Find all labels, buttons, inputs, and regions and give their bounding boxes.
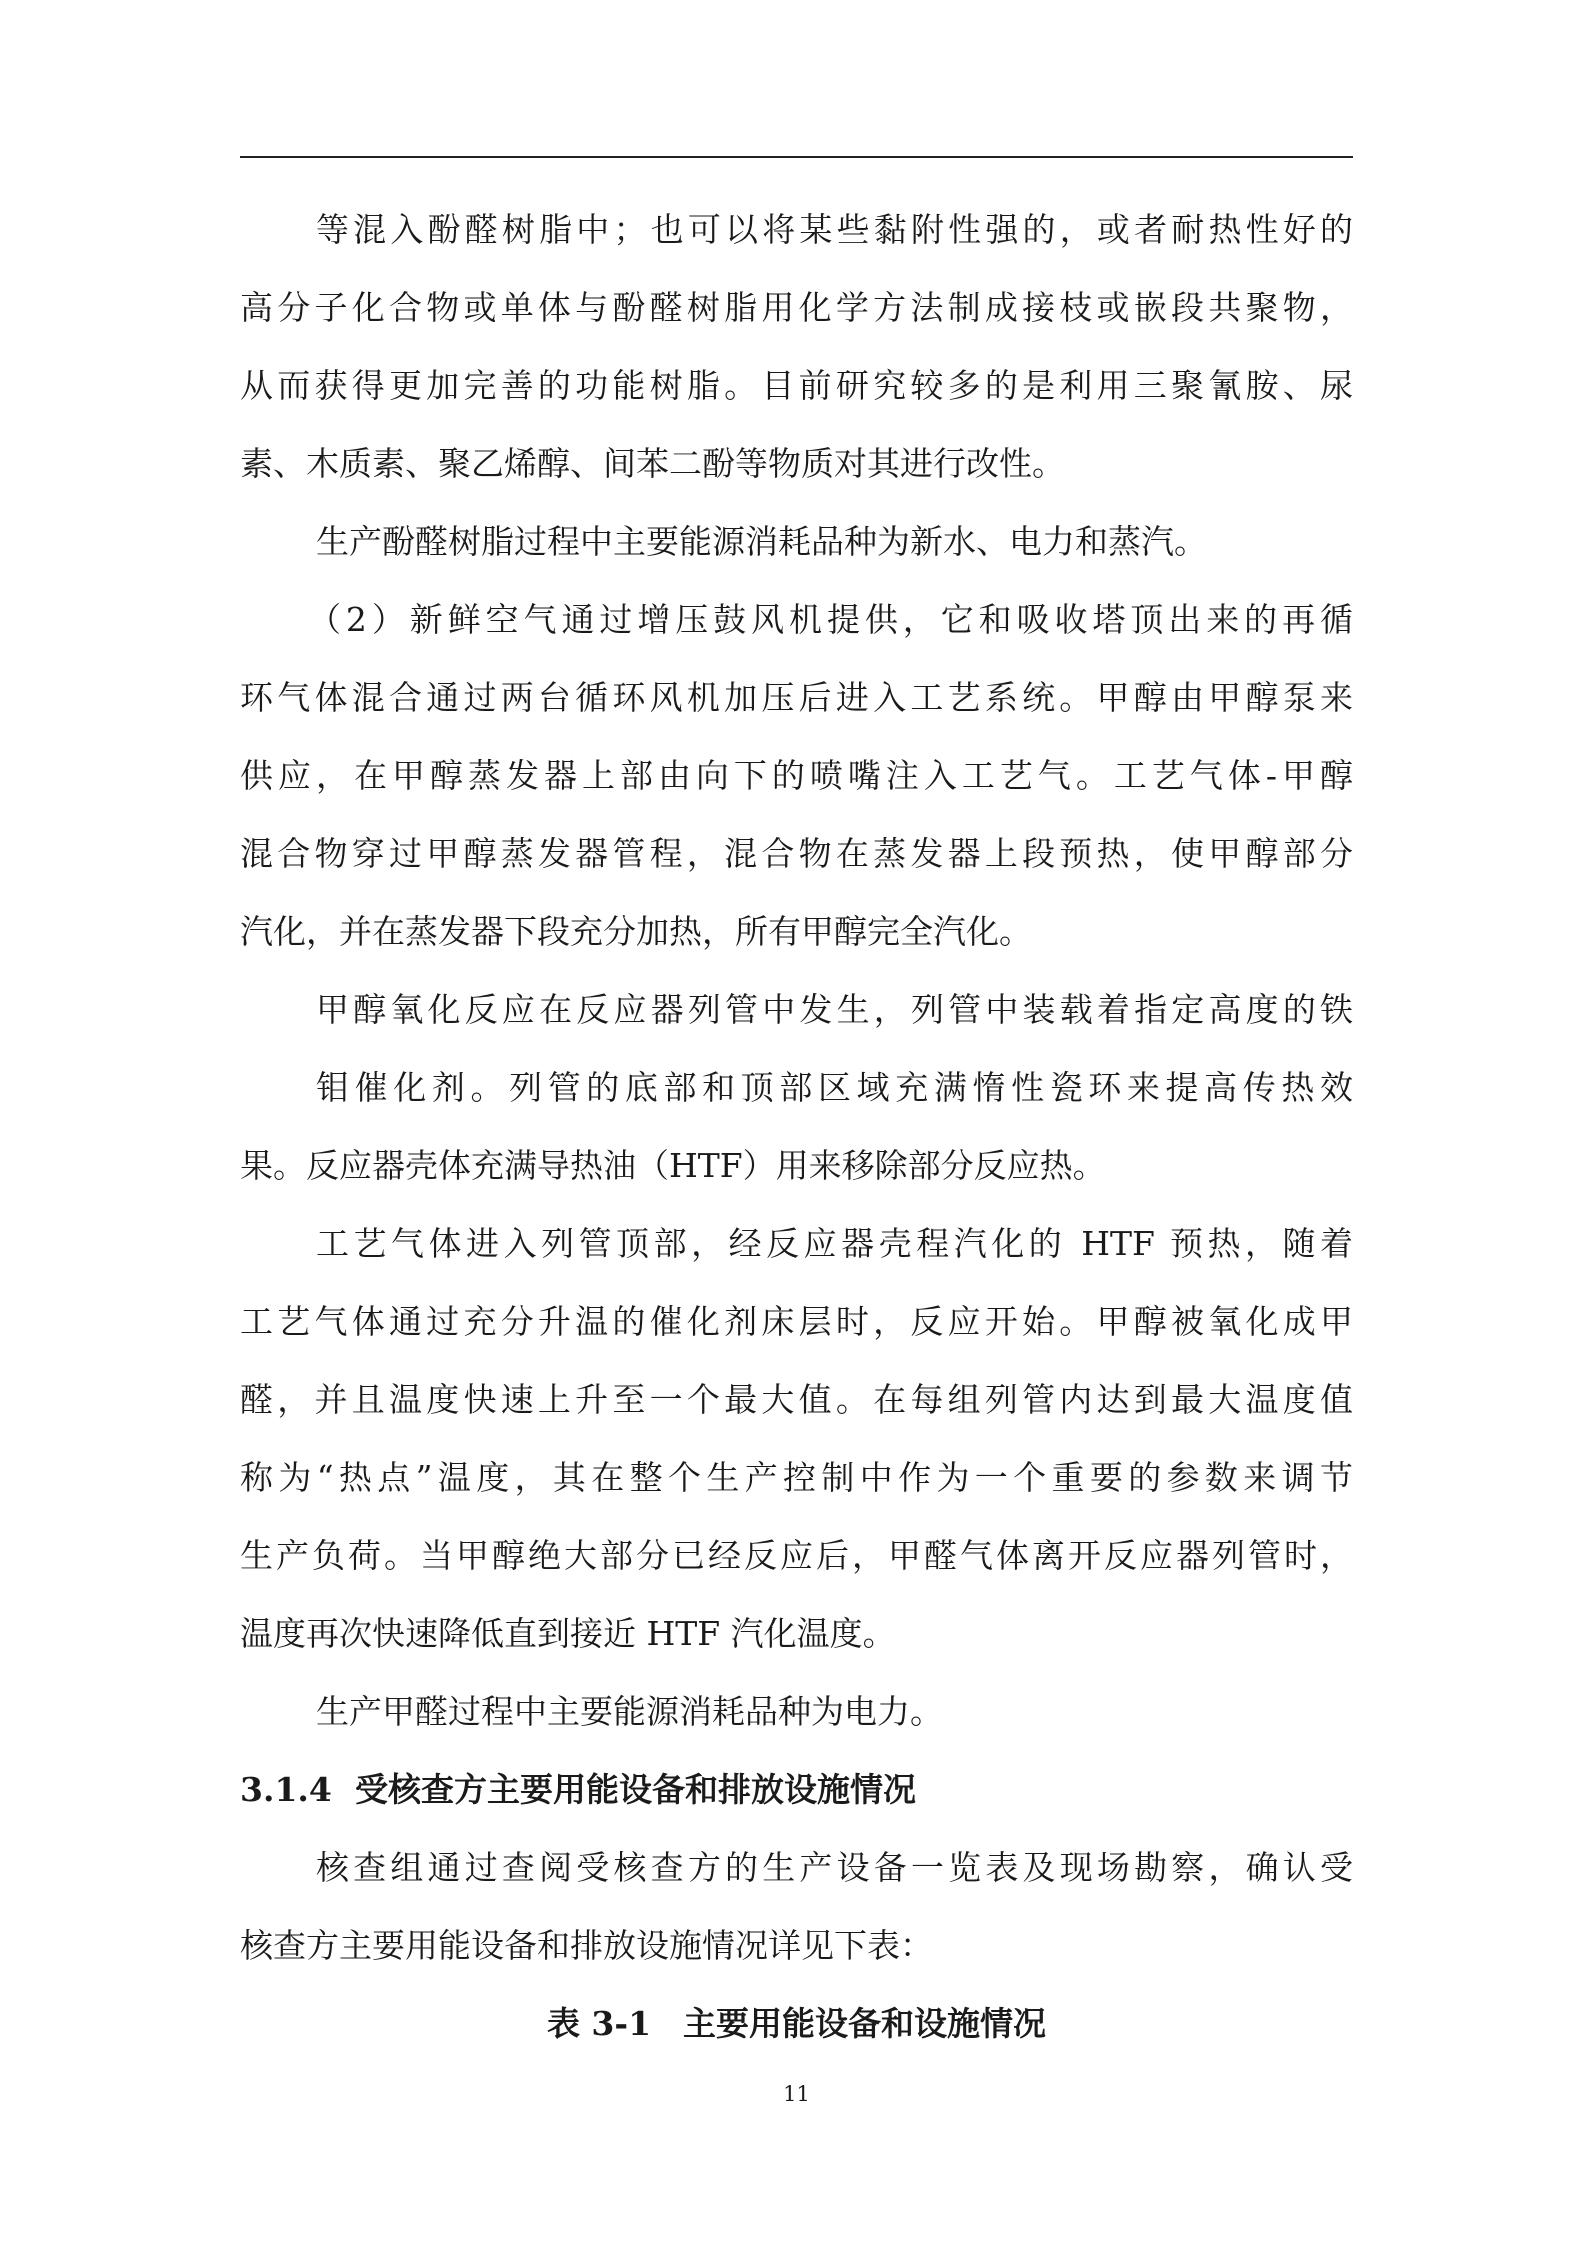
text-line: 工艺气体通过充分升温的催化剂床层时，反应开始。甲醇被氧化成甲 [240, 1302, 1353, 1341]
text-line: 混合物穿过甲醇蒸发器管程，混合物在蒸发器上段预热，使甲醇部分 [240, 834, 1353, 873]
text-line: 从而获得更加完善的功能树脂。目前研究较多的是利用三聚氰胺、尿 [240, 366, 1353, 405]
text-line: 核查组通过查阅受核查方的生产设备一览表及现场勘察，确认受 [316, 1848, 1353, 1887]
text-line: 环气体混合通过两台循环风机加压后进入工艺系统。甲醇由甲醇泵来 [240, 678, 1353, 717]
text-line: 高分子化合物或单体与酚醛树脂用化学方法制成接枝或嵌段共聚物， [240, 288, 1353, 327]
text-line: 等混入酚醛树脂中；也可以将某些黏附性强的，或者耐热性好的 [316, 210, 1353, 249]
page-number: 11 [783, 2082, 810, 2106]
section-title: 受核查方主要用能设备和排放设施情况 [355, 1770, 916, 1809]
text-line: 醛，并且温度快速上升至一个最大值。在每组列管内达到最大温度值 [240, 1380, 1353, 1419]
text-line: 生产负荷。当甲醇绝大部分已经反应后，甲醛气体离开反应器列管时， [240, 1536, 1353, 1575]
header-rule [240, 156, 1353, 158]
text-line: 钼催化剂。列管的底部和顶部区域充满惰性瓷环来提高传热效 [316, 1068, 1353, 1107]
text-line: 核查方主要用能设备和排放设施情况详见下表： [240, 1926, 933, 1965]
text-line: 称为“热点”温度，其在整个生产控制中作为一个重要的参数来调节 [240, 1458, 1353, 1497]
table-caption [240, 2004, 1353, 2044]
text-line: 生产甲醛过程中主要能源消耗品种为电力。 [316, 1692, 943, 1731]
text-line: 温度再次快速降低直到接近 HTF 汽化温度。 [240, 1614, 896, 1653]
text-line: 汽化，并在蒸发器下段充分加热，所有甲醇完全汽化。 [240, 912, 1032, 951]
text-line: 果。反应器壳体充满导热油（HTF）用来移除部分反应热。 [240, 1146, 1106, 1185]
text-line: 甲醇氧化反应在反应器列管中发生，列管中装载着指定高度的铁 [316, 990, 1353, 1029]
section-number: 3.1.4 [240, 1770, 332, 1809]
table-title: 主要用能设备和设施情况 [683, 2004, 1047, 2043]
text-line: 生产酚醛树脂过程中主要能源消耗品种为新水、电力和蒸汽。 [316, 522, 1207, 561]
table-number: 表 3-1 [546, 2004, 652, 2043]
text-line: 素、木质素、聚乙烯醇、间苯二酚等物质对其进行改性。 [240, 444, 1065, 483]
text-line: 供应，在甲醇蒸发器上部由向下的喷嘴注入工艺气。工艺气体-甲醇 [240, 756, 1353, 795]
text-line: （2）新鲜空气通过增压鼓风机提供，它和吸收塔顶出来的再循 [308, 600, 1353, 639]
section-heading [240, 1770, 1353, 1810]
text-line: 工艺气体进入列管顶部，经反应器壳程汽化的 HTF 预热，随着 [316, 1224, 1353, 1263]
